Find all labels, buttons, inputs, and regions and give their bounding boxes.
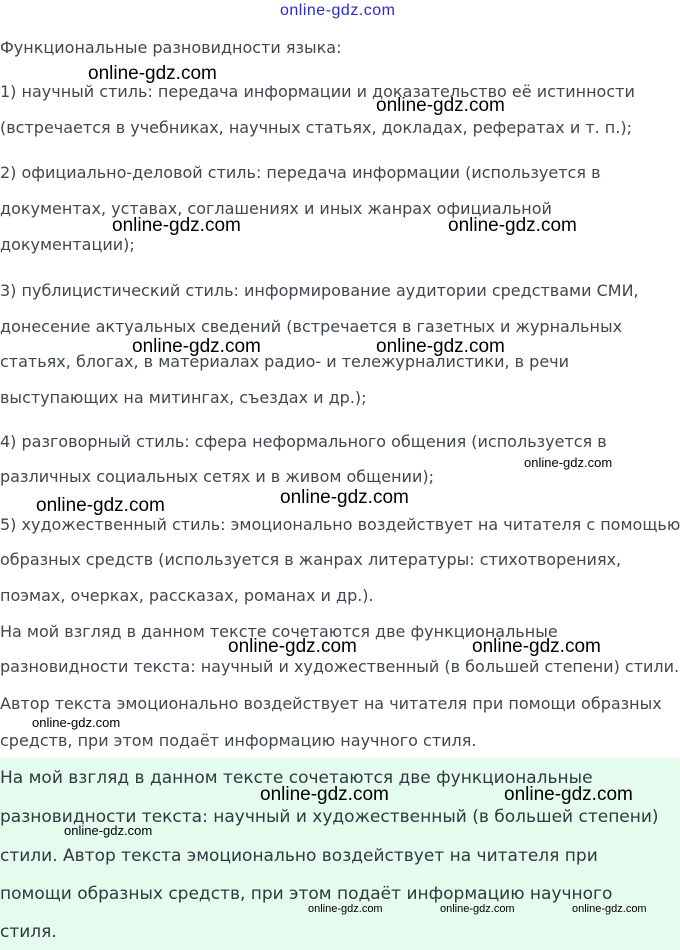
text-line: статьях, блогах, в материалах радио- и тележурналистики, в речи xyxy=(0,352,570,371)
watermark: online-gdz.com xyxy=(504,784,633,805)
watermark: online-gdz.com xyxy=(112,215,241,236)
text-line: Автор текста эмоционально воздействует на читателя при помощи образных xyxy=(0,694,662,713)
watermark: online-gdz.com xyxy=(376,95,505,116)
watermark: online-gdz.com xyxy=(472,636,601,657)
text-line: 4) разговорный стиль: сфера неформального общения (используется в xyxy=(0,432,607,451)
watermark: online-gdz.com xyxy=(32,715,121,730)
watermark: online-gdz.com xyxy=(308,903,383,915)
text-line: 1) научный стиль: передача информации и доказательство её истинности xyxy=(0,82,635,101)
text-line: выступающих на митингах, съездах и др.); xyxy=(0,388,367,407)
text-line: образных средств (используется в жанрах литературы: стихотворениях, xyxy=(0,550,622,569)
answer-line: разновидности текста: научный и художественный (в большей степени) xyxy=(0,807,659,827)
text-line: 5) художественный стиль: эмоционально воздействует на читателя с помощью xyxy=(0,515,680,534)
watermark: online-gdz.com xyxy=(132,336,261,357)
watermark: online-gdz.com xyxy=(280,487,409,508)
watermark: online-gdz.com xyxy=(228,636,357,657)
text-line: различных социальных сетях и в живом общении); xyxy=(0,467,434,486)
text-line: (встречается в учебниках, научных статьях, докладах, рефератах и т. п.); xyxy=(0,118,632,137)
watermark: online-gdz.com xyxy=(260,784,389,805)
intro-heading: Функциональные разновидности языка: xyxy=(0,38,342,57)
text-line: На мой взгляд в данном тексте сочетаются две функциональные xyxy=(0,622,558,641)
text-line: донесение актуальных сведений (встречается в газетных и журнальных xyxy=(0,317,623,336)
text-line: 2) официально-деловой стиль: передача информации (используется в xyxy=(0,163,601,182)
watermark: online-gdz.com xyxy=(88,63,217,84)
header-watermark: online-gdz.com xyxy=(280,2,396,19)
watermark: online-gdz.com xyxy=(448,215,577,236)
answer-line: стили. Автор текста эмоционально воздействует на читателя при xyxy=(0,846,598,866)
answer-line: стиля. xyxy=(0,922,57,942)
text-line: документации); xyxy=(0,235,135,254)
text-line: разновидности текста: научный и художественный (в большей степени) стили. xyxy=(0,657,680,676)
text-line: 3) публицистический стиль: информирование аудитории средствами СМИ, xyxy=(0,281,639,300)
watermark: online-gdz.com xyxy=(36,495,165,516)
text-line: поэмах, очерках, рассказах, романах и др.). xyxy=(0,586,374,605)
watermark: online-gdz.com xyxy=(64,823,153,838)
watermark: online-gdz.com xyxy=(376,336,505,357)
answer-line: На мой взгляд в данном тексте сочетаются две функциональные xyxy=(0,768,593,788)
watermark: online-gdz.com xyxy=(524,455,613,470)
watermark: online-gdz.com xyxy=(572,903,647,915)
text-line: средств, при этом подаёт информацию научного стиля. xyxy=(0,731,477,750)
text-line: документах, уставах, соглашениях и иных жанрах официальной xyxy=(0,199,552,218)
watermark: online-gdz.com xyxy=(440,903,515,915)
answer-line: помощи образных средств, при этом подаёт информацию научного xyxy=(0,884,613,904)
